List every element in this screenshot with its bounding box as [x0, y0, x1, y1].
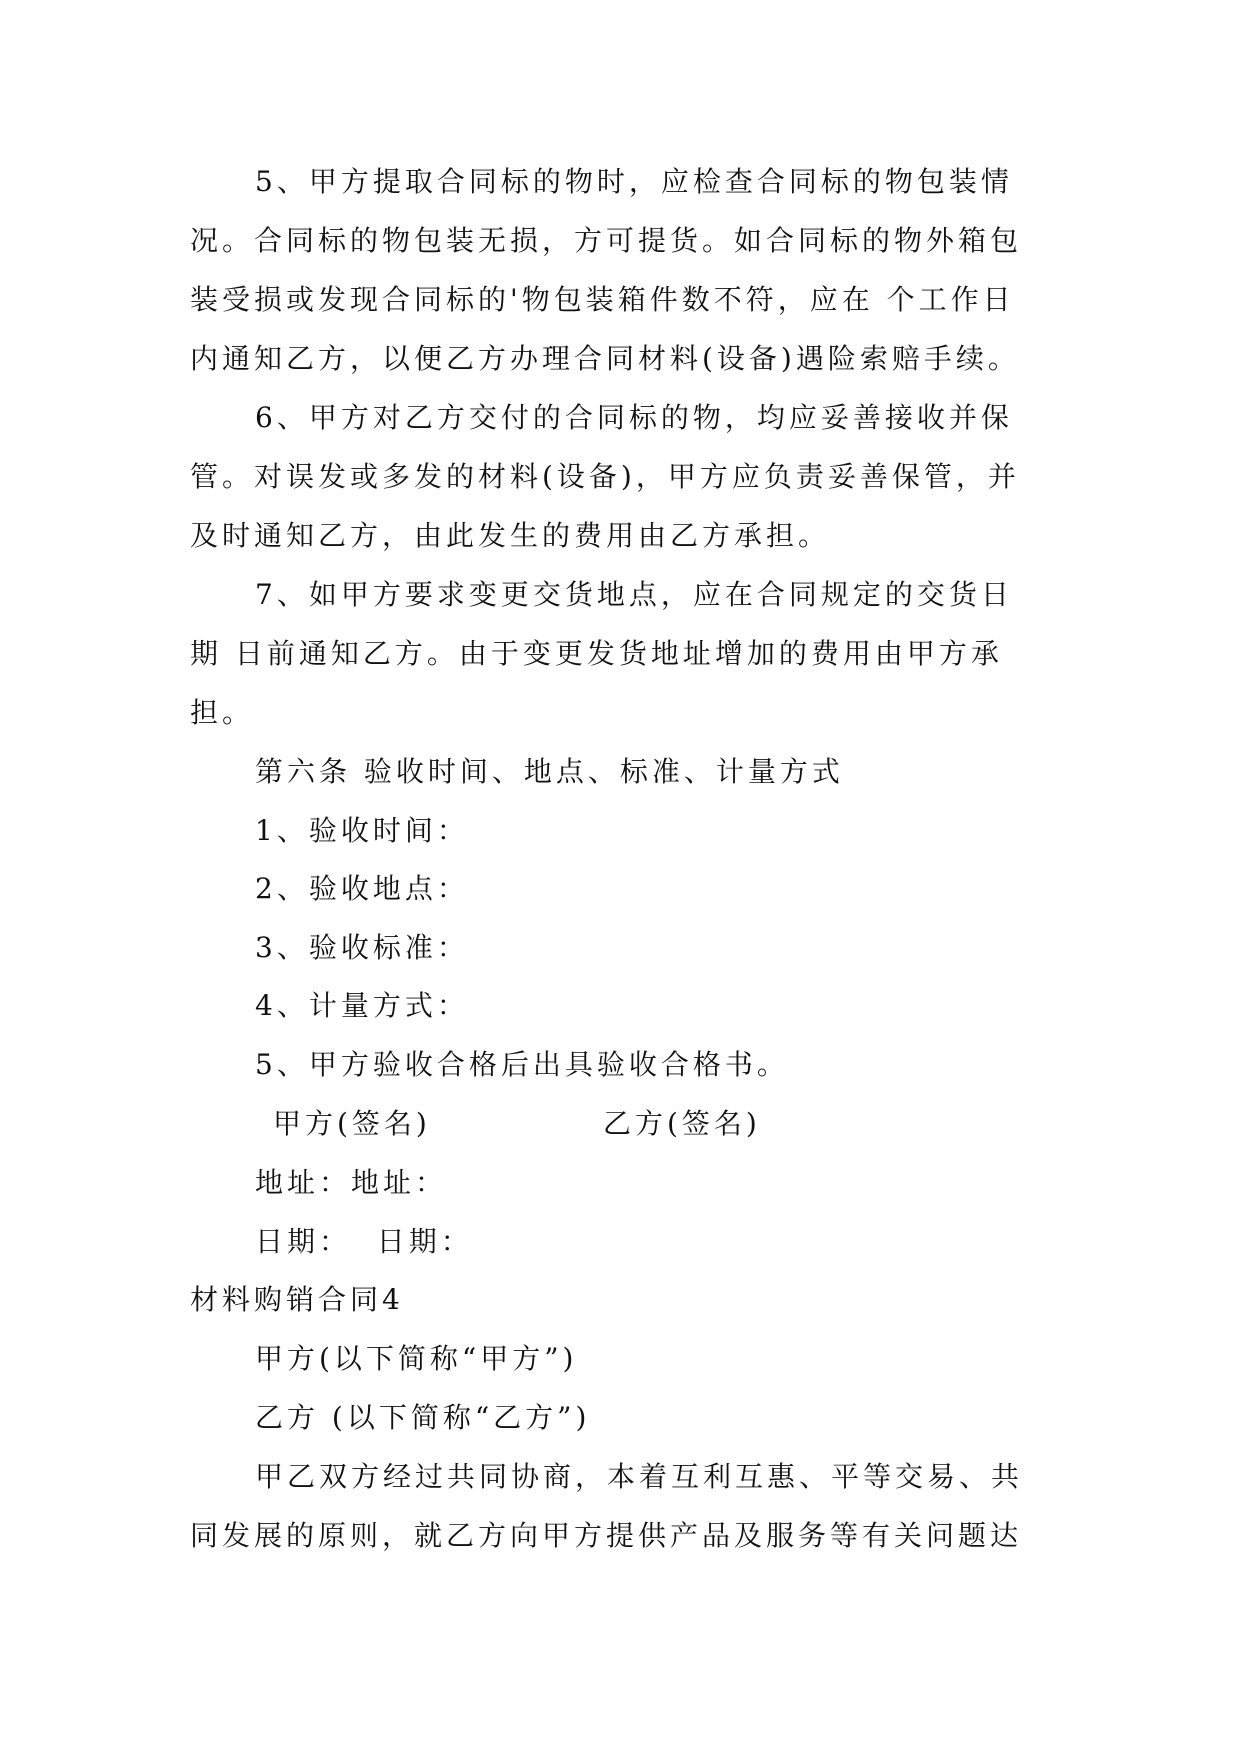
measurement-method: 4、计量方式：	[255, 989, 469, 1022]
clause-5-line-1: 5、甲方提取合同标的物时，应检查合同标的物包装情	[255, 165, 1013, 198]
clause-6-line-1: 6、甲方对乙方交付的合同标的物，均应妥善接收并保	[255, 401, 1013, 434]
preamble-line-1: 甲乙双方经过共同协商，本着互利互惠、平等交易、共	[255, 1460, 1024, 1493]
party-a-definition: 甲方(以下简称“甲方”)	[255, 1342, 578, 1375]
party-b-signature: 乙方(签名)	[603, 1107, 761, 1140]
clause-5-line-4: 内通知乙方，以便乙方办理合同材料(设备)遇险索赔手续。	[190, 342, 1020, 375]
clause-5-line-2: 况。合同标的物包装无损，方可提货。如合同标的物外箱包	[190, 224, 1023, 257]
clause-7-line-3: 担。	[190, 696, 255, 729]
acceptance-location: 2、验收地点：	[255, 872, 469, 905]
acceptance-standard: 3、验收标准：	[255, 931, 469, 964]
address-line: 地址：地址：	[255, 1166, 448, 1199]
party-a-signature: 甲方(签名)	[273, 1107, 431, 1140]
clause-6-line-3: 及时通知乙方，由此发生的费用由乙方承担。	[190, 519, 831, 552]
clause-7-line-1: 7、如甲方要求变更交货地点，应在合同规定的交货日	[255, 578, 1013, 611]
clause-6-line-2: 管。对误发或多发的材料(设备)，甲方应负责妥善保管，并	[190, 460, 1020, 493]
contract-title: 材料购销合同4	[190, 1283, 404, 1316]
preamble-line-2: 同发展的原则，就乙方向甲方提供产品及服务等有关问题达	[190, 1519, 1023, 1552]
acceptance-certificate: 5、甲方验收合格后出具验收合格书。	[255, 1048, 789, 1081]
clause-5-line-3: 装受损或发现合同标的'物包装箱件数不符，应在 个工作日	[190, 283, 1015, 316]
party-b-definition: 乙方 (以下简称“乙方”)	[255, 1401, 591, 1434]
clause-7-line-2: 期 日前通知乙方。由于变更发货地址增加的费用由甲方承	[190, 637, 1003, 670]
article-6-heading: 第六条 验收时间、地点、标准、计量方式	[255, 755, 844, 788]
date-line: 日期： 日期：	[255, 1225, 473, 1258]
acceptance-time: 1、验收时间：	[255, 814, 469, 847]
